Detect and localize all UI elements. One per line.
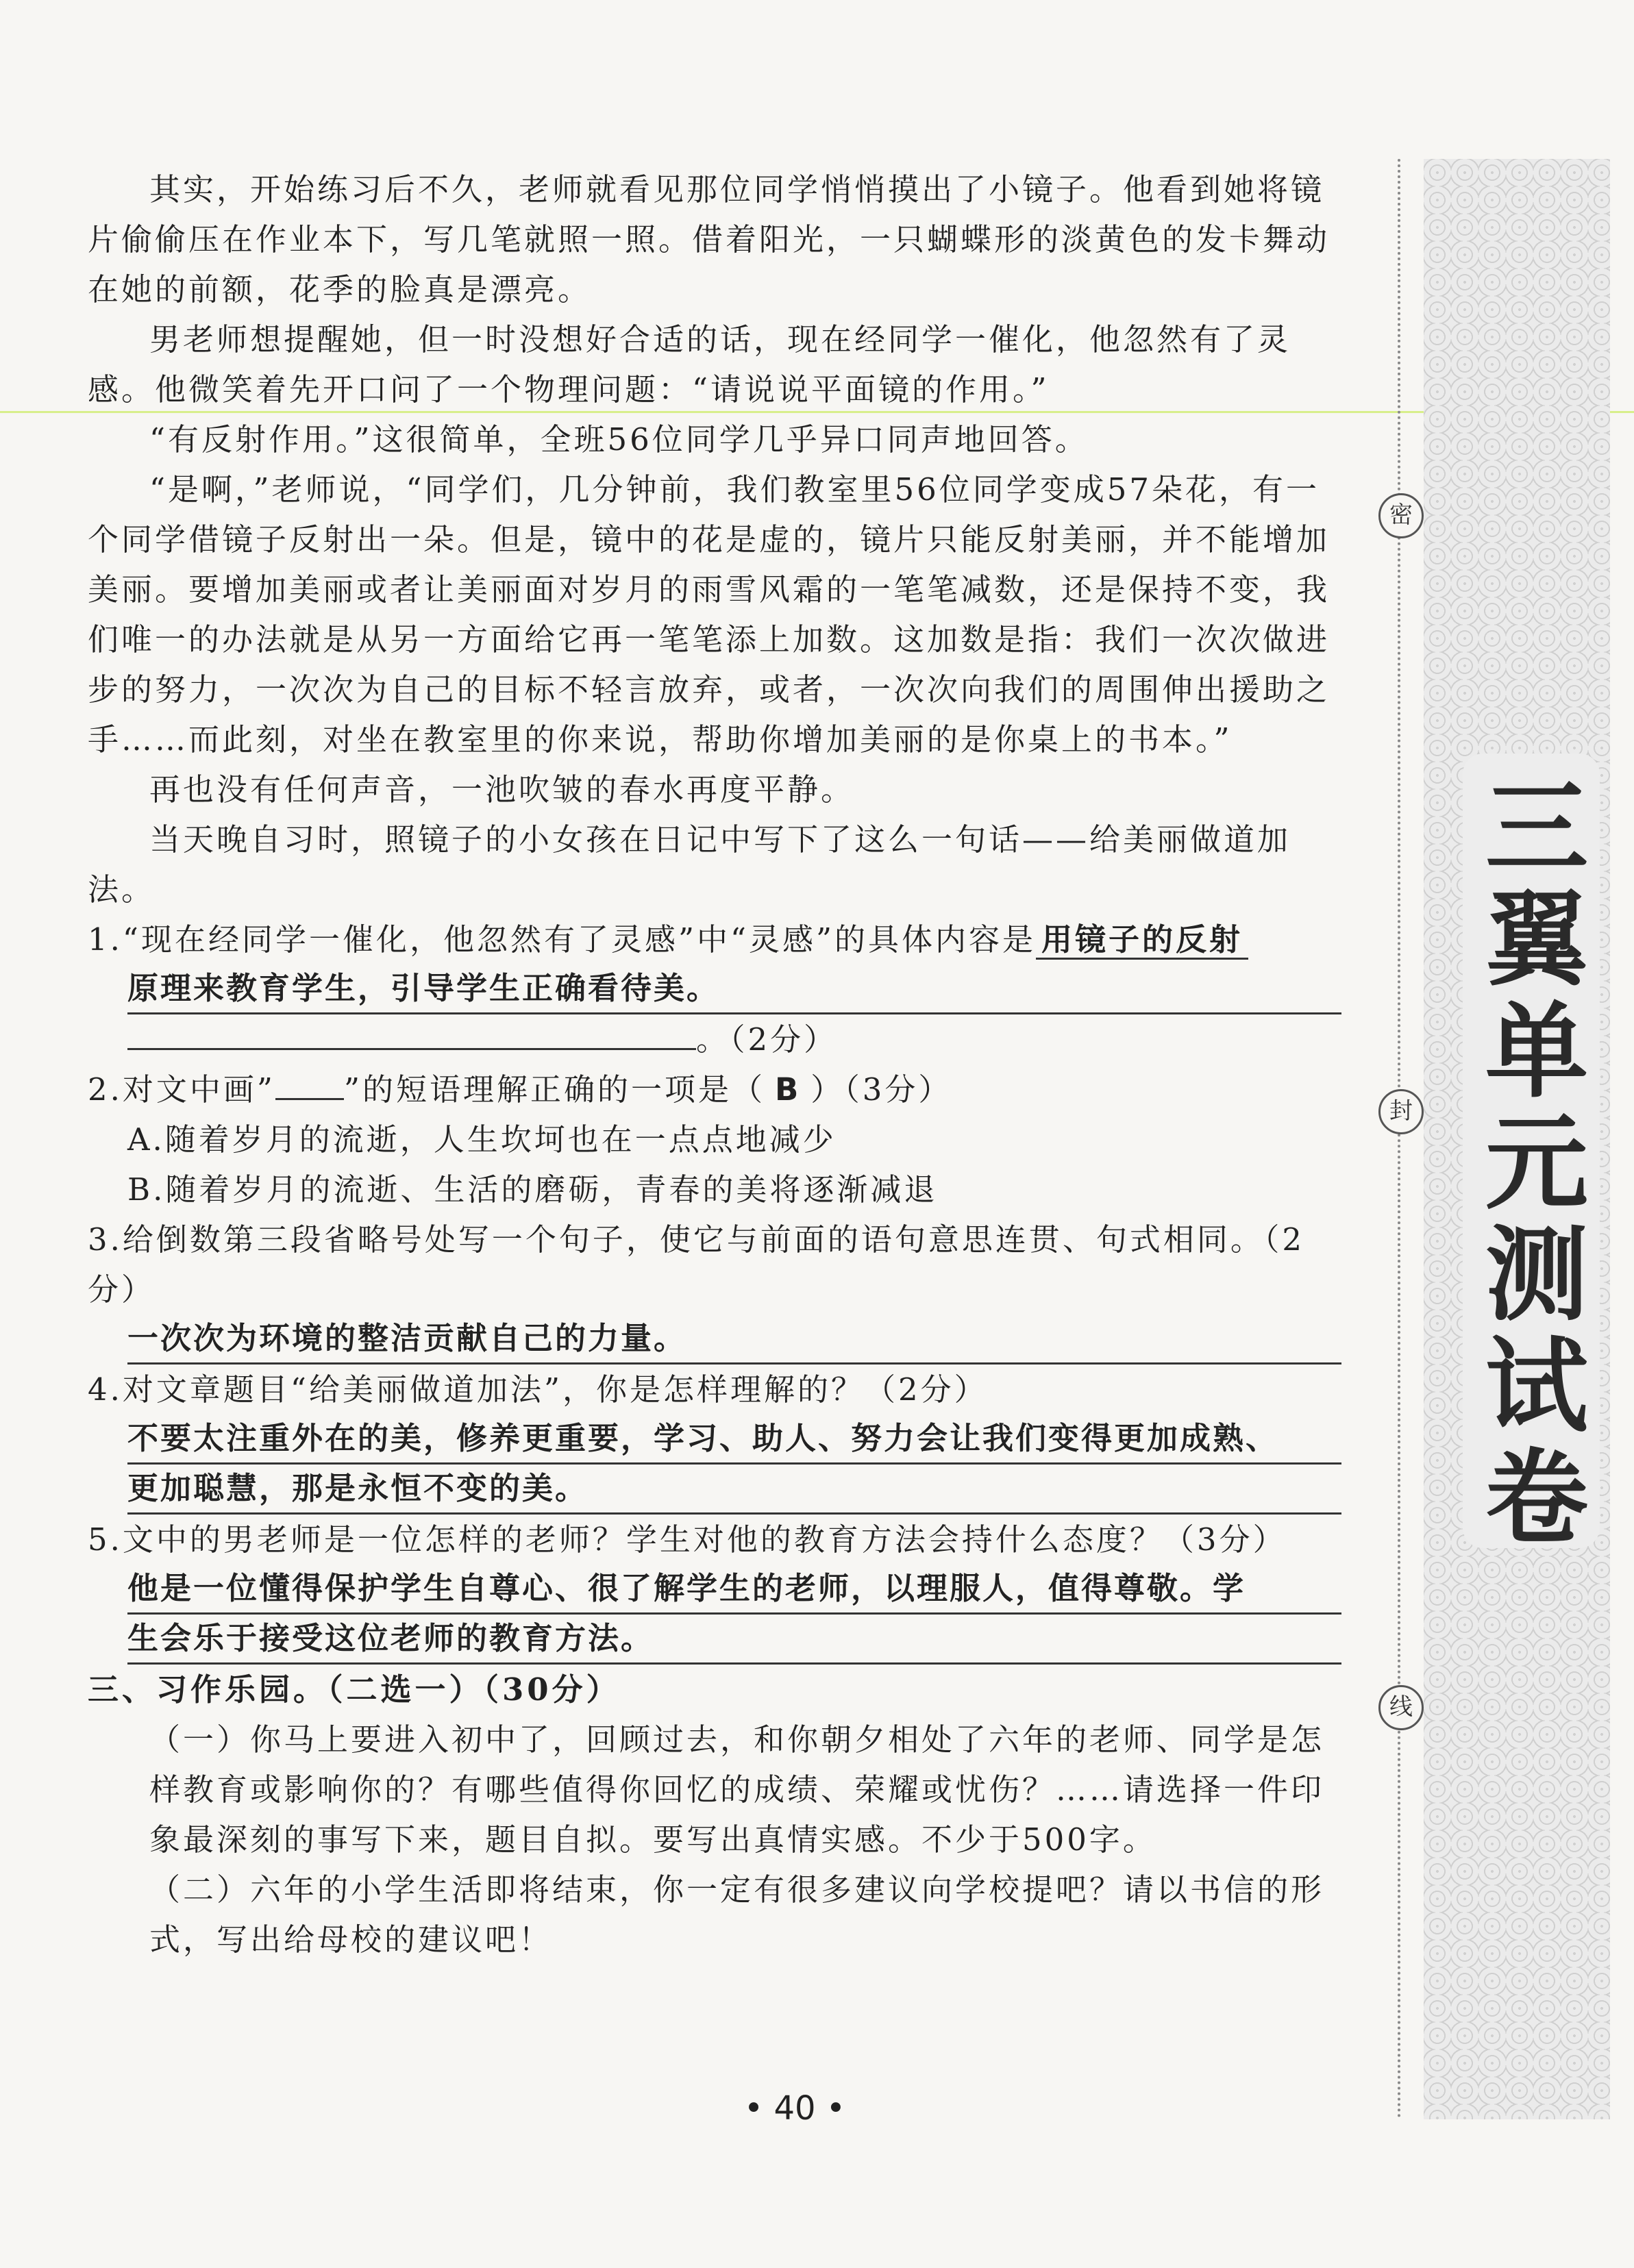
question-2-option-b: B.随着岁月的流逝、生活的磨砺，青春的美将逐渐减退 [127,1171,938,1208]
question-5-answer-b: 生会乐于接受这位老师的教育方法。 [127,1615,1341,1665]
title-char-5: 测 [1485,1216,1588,1335]
question-1-answer-b: 原理来教育学生，引导学生正确看待美。 [127,964,1341,1014]
passage-paragraph-2: 男老师想提醒她，但一时没想好合适的话，现在经同学一催化，他忽然有了灵感。他微笑着先开口问了一个物理问题：“请说说平面镜的作用。” [88,321,1291,408]
question-2-prompt-a: 2.对文中画” [88,1071,275,1108]
answer-blank-line [127,1021,696,1050]
seal-mi: 密 [1378,493,1424,538]
passage-paragraph-4: “是啊，”老师说，“同学们，几分钟前，我们教室里56位同学变成57朵花，有一个同学借镜子反射出一朵。但是，镜中的花是虚的，镜片只能反射美丽，并不能增加美丽。要增加美丽或者让美丽面对岁月的雨雪风霜的一笔笔减数，还是保持不变，我们唯一的办法就是从另一方面给它再一笔笔添上加数。这加数是指：我们一次次做进步的努力，一次次为自己的目标不轻言放弃，或者，一次次向我们的周围伸出援助之手……而此刻，对坐在教室里的你来说，帮助你增加美丽的是你桌上的书本。” [88,471,1330,758]
question-1-score-line [127,1014,1341,1064]
seal-xian: 线 [1378,1685,1424,1730]
question-2-answer: B [774,1071,802,1108]
question-4-answer-b: 更加聪慧，那是永恒不变的美。 [127,1465,1341,1515]
question-1-prompt: 1.“现在经同学一催化，他忽然有了灵感”中“灵感”的具体内容是 [88,921,1036,958]
title-char-2: 翼 [1485,881,1588,1000]
question-4-prompt: 4.对文章题目“给美丽做道加法”，你是怎样理解的？（2分） [88,1371,988,1408]
passage-paragraph-1: 其实，开始练习后不久，老师就看见那位同学悄悄摸出了小镜子。他看到她将镜片偷偷压在作业本下，写几笔就照一照。借着阳光，一只蝴蝶形的淡黄色的发卡舞动在她的前额，花季的脸真是漂亮。 [88,171,1330,308]
page-number: • 40 • [743,2089,846,2128]
title-char-1: 三 [1485,769,1588,888]
passage-paragraph-3: “有反射作用。”这很简单，全班56位同学几乎异口同声地回答。 [149,421,1089,458]
seal-feng: 封 [1378,1089,1424,1134]
main-content [88,164,1341,1965]
title-char-3: 单 [1485,993,1588,1112]
passage-paragraph-6: 当天晚自习时，照镜子的小女孩在日记中写下了这么一句话——给美丽做道加法。 [88,821,1291,908]
question-2 [88,1064,1341,1114]
question-2-prompt-b: ”的短语理解正确的一项是（ [343,1071,765,1108]
section-3-heading: 三、习作乐园。（二选一）（30分） [88,1671,621,1708]
question-1 [88,914,1341,964]
binding-dotted-line [1398,159,1400,2119]
question-2-option-a: A.随着岁月的流逝，人生坎坷也在一点点地减少 [127,1121,837,1158]
section-3-option-1: （一）你马上要进入初中了，回顾过去，和你朝夕相处了六年的老师、同学是怎样教育或影响你的？有哪些值得你回忆的成绩、荣耀或忧伤？……请选择一件印象最深刻的事写下来，题目自拟。要写出真情实感。不少于500字。 [149,1721,1325,1858]
title-char-6: 试 [1485,1328,1588,1447]
question-1-answer-a: 用镜子的反射 [1036,921,1248,960]
question-5-prompt: 5.文中的男老师是一位怎样的老师？学生对他的教育方法会持什么态度？（3分） [88,1521,1287,1558]
question-4-answer-a: 不要太注重外在的美，修养更重要，学习、助人、努力会让我们变得更加成熟、 [127,1415,1341,1465]
question-5-answer-a: 他是一位懂得保护学生自尊心、很了解学生的老师，以理服人，值得尊敬。学 [127,1565,1341,1615]
question-3-answer: 一次次为环境的整洁贡献自己的力量。 [127,1314,1341,1364]
question-3-prompt: 3.给倒数第三段省略号处写一个句子，使它与前面的语句意思连贯、句式相同。（2分） [88,1221,1305,1308]
section-3-option-2: （二）六年的小学生活即将结束，你一定有很多建议向学校提吧？请以书信的形式，写出给母校的建议吧！ [149,1871,1325,1958]
title-char-7: 卷 [1485,1439,1588,1558]
passage-paragraph-5: 再也没有任何声音，一池吹皱的春水再度平静。 [149,771,855,808]
question-1-score: 。（2分） [696,1021,838,1058]
underline-blank [275,1071,344,1100]
title-char-4: 元 [1485,1104,1588,1223]
question-2-score: ）（3分） [810,1071,952,1108]
